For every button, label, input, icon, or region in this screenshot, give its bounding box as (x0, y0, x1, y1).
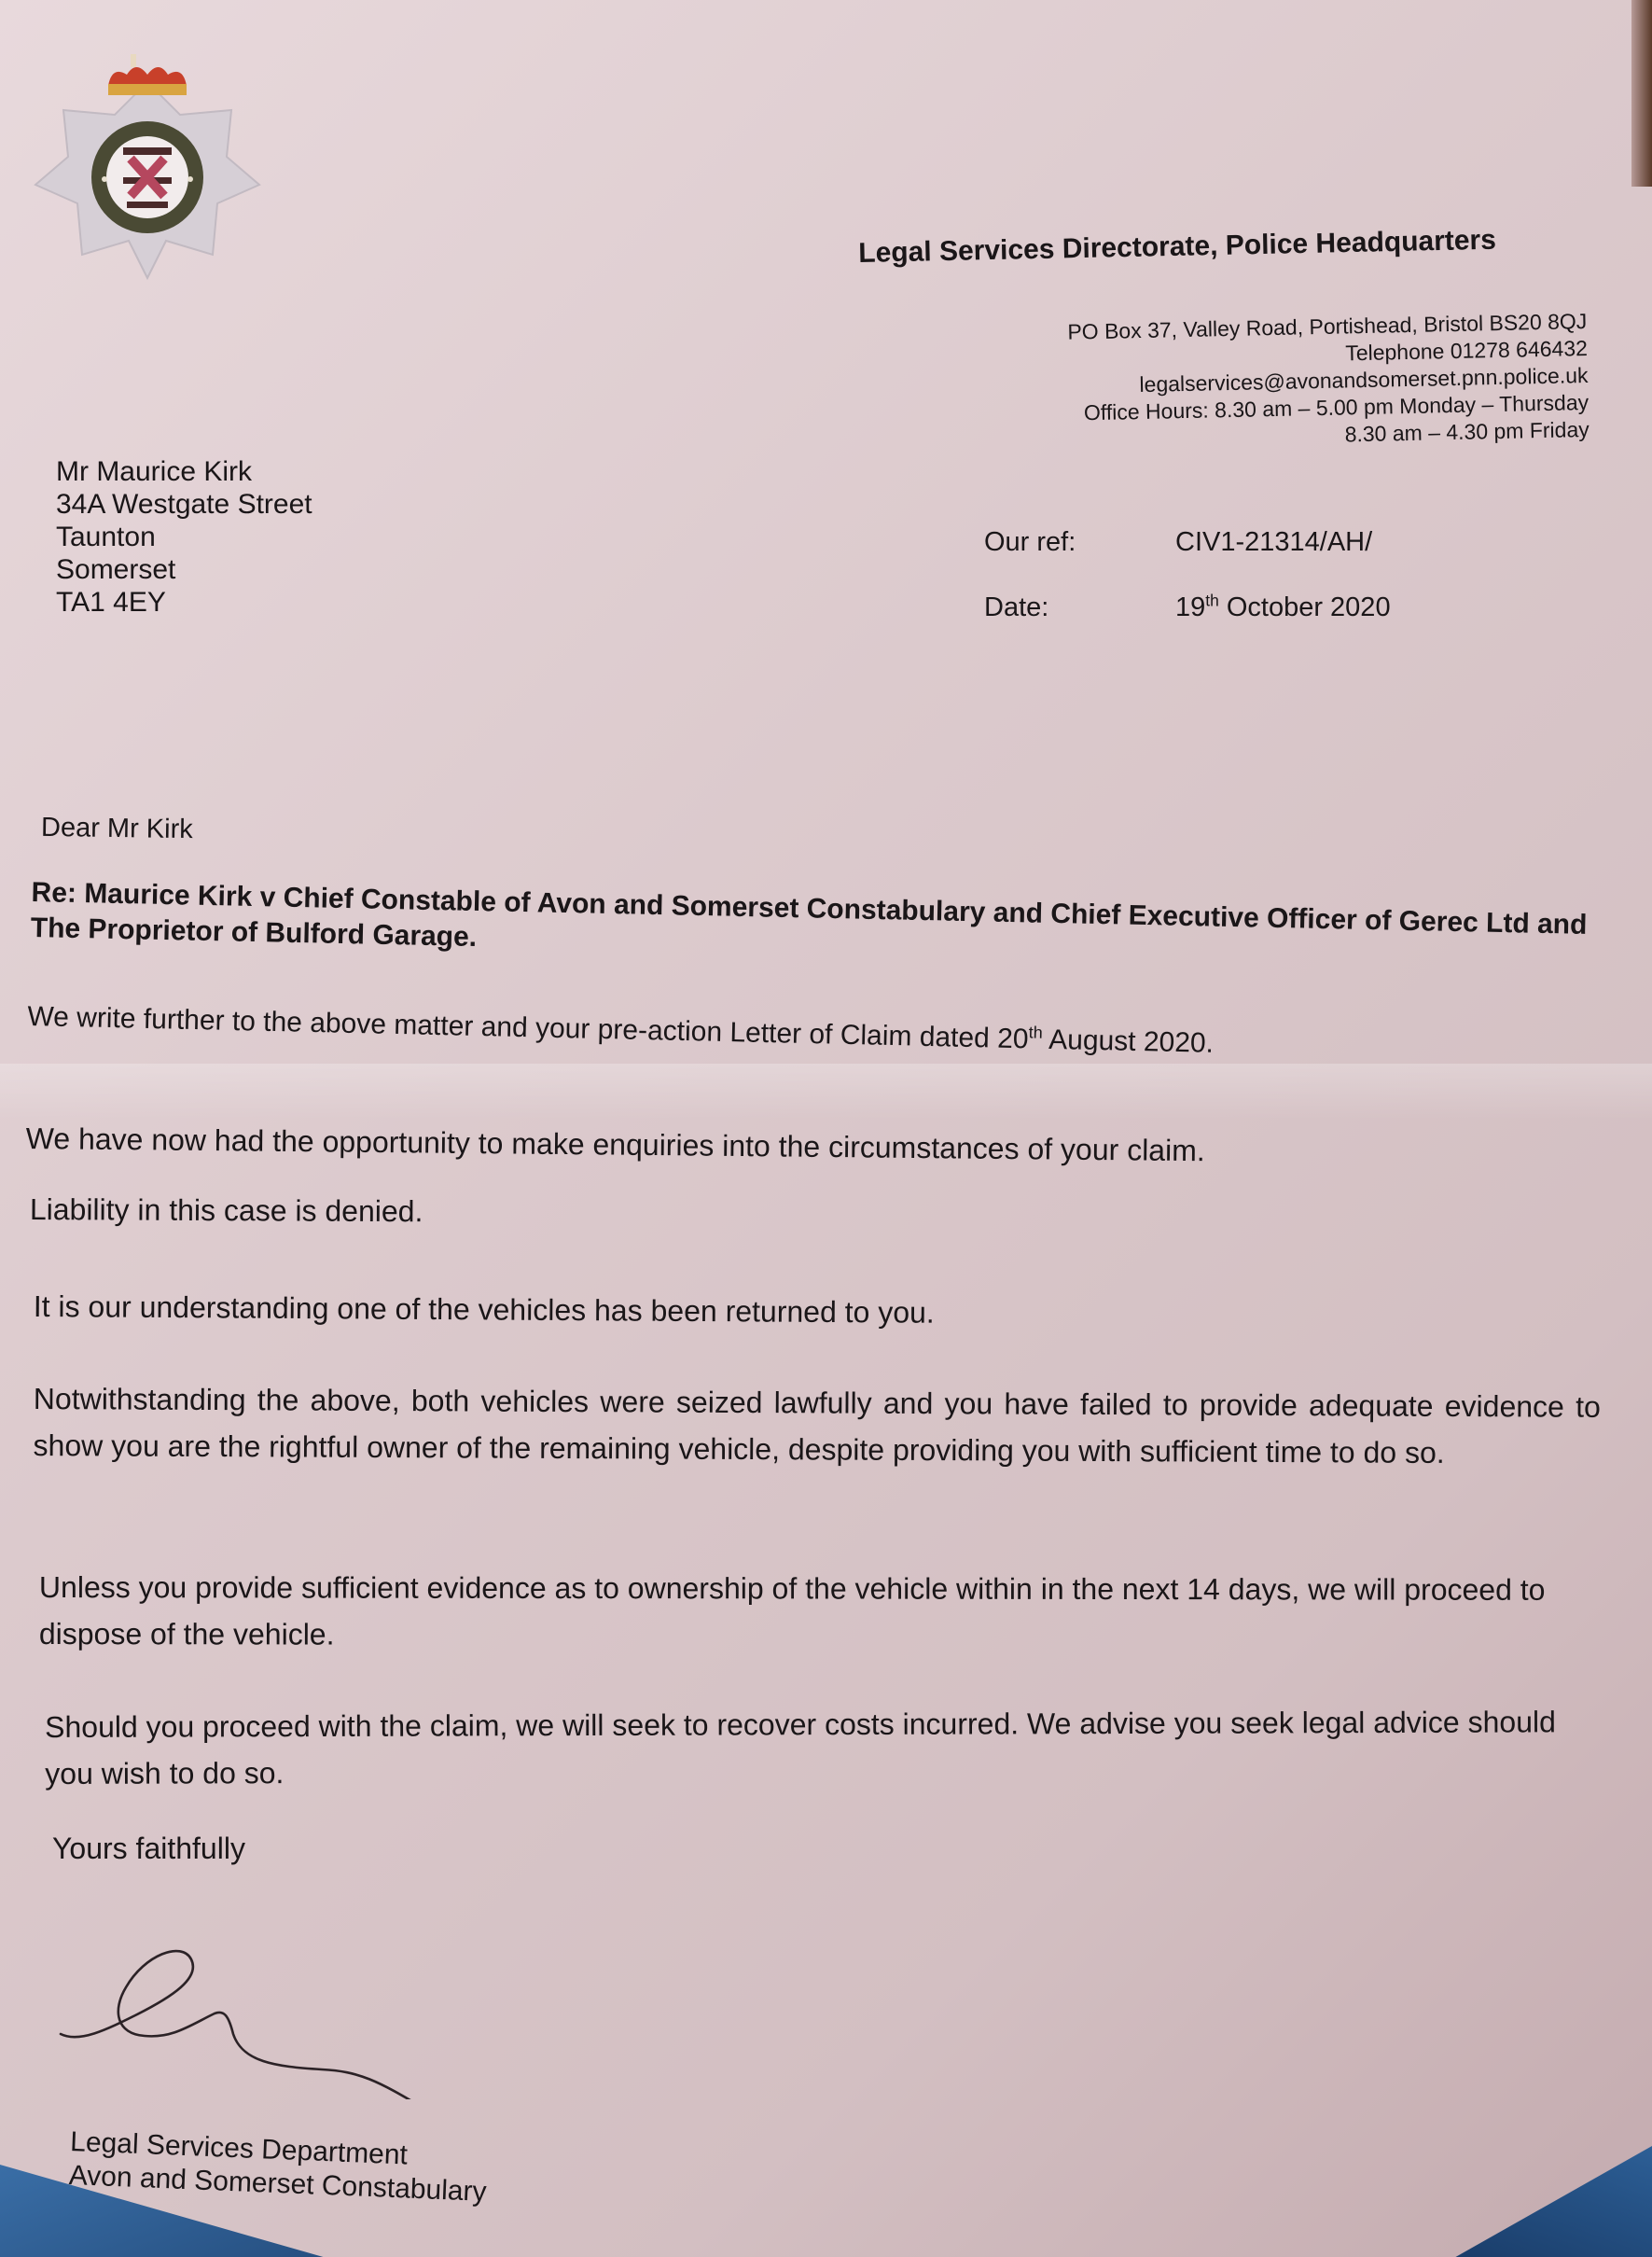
paragraph-6: Unless you provide sufficient evidence as to ownership of the vehicle within in the next 14 days, we will proceed to dispose of the vehicle. (38, 1570, 1546, 1651)
paragraph-7: Should you proceed with the claim, we will seek to recover costs incurred. We advise you seek legal advice should you wish to do so. (45, 1705, 1556, 1790)
paper-fold-highlight (0, 1064, 1652, 1120)
p1-text: We write further to the above matter and your pre-action Letter of Claim dated 20 (27, 1000, 1029, 1055)
paragraph-3: Liability in this case is denied. (29, 1191, 423, 1229)
office-hours-weekdays: Office Hours: 8.30 am – 5.00 pm Monday – Thursday (1083, 389, 1590, 425)
recipient-name: Mr Maurice Kirk (56, 456, 253, 487)
recipient-street: 34A Westgate Street (56, 489, 312, 520)
hq-telephone: Telephone 01278 646432 (1345, 335, 1589, 366)
paragraph-2: We have now had the opportunity to make enquiries into the circumstances of your claim. (25, 1121, 1205, 1168)
signatory-organisation: Avon and Somerset Constabulary (68, 2159, 488, 2208)
hq-address: PO Box 37, Valley Road, Portishead, Bristol BS20 8QJ (1067, 308, 1588, 344)
recipient-county: Somerset (56, 554, 176, 585)
paragraph-5: Notwithstanding the above, both vehicles were seized lawfully and you have failed to provide adequate evidence to show you are the rightful owner of the remaining vehicle, despite providing you with sufficient time to do so. (33, 1381, 1601, 1470)
salutation: Dear Mr Kirk (40, 812, 193, 845)
avon-and-somerset-constabulary-crest-icon (26, 28, 269, 280)
recipient-town: Taunton (56, 522, 156, 552)
date-label: Date: (984, 592, 1049, 622)
date-month-year: October 2020 (1218, 592, 1391, 622)
date-day: 19 (1175, 592, 1206, 622)
recipient-postcode: TA1 4EY (56, 587, 166, 618)
office-hours-friday: 8.30 am – 4.30 pm Friday (1344, 416, 1590, 447)
p1-text-end: August 2020. (1042, 1024, 1215, 1059)
date-ordinal: th (1205, 591, 1219, 610)
footer-blue-band-right (1437, 2146, 1652, 2257)
directorate-heading: Legal Services Directorate, Police Headquarters (858, 224, 1497, 269)
our-ref-label: Our ref: (984, 527, 1076, 557)
closing: Yours faithfully (52, 1832, 245, 1865)
date-value (1175, 592, 1391, 623)
hq-email[interactable]: legalservices@avonandsomerset.pnn.police.uk (1139, 362, 1589, 397)
our-ref-value: CIV1-21314/AH/ (1175, 527, 1373, 557)
signatory-block (68, 2125, 489, 2209)
handwritten-signature-icon (51, 1913, 443, 2099)
paragraph-4: It is our understanding one of the vehicles has been returned to you. (33, 1289, 935, 1330)
recipient-address (56, 455, 312, 619)
desk-edge (1631, 0, 1652, 187)
letterhead-contact-block (1067, 308, 1590, 454)
signatory-department: Legal Services Department (69, 2125, 409, 2171)
p1-ordinal: th (1028, 1023, 1043, 1042)
subject-line: Re: Maurice Kirk v Chief Constable of Avon and Somerset Constabulary and Chief Executive Officer of Gerec Ltd and The Proprietor of Bulford Garage. (30, 876, 1588, 954)
